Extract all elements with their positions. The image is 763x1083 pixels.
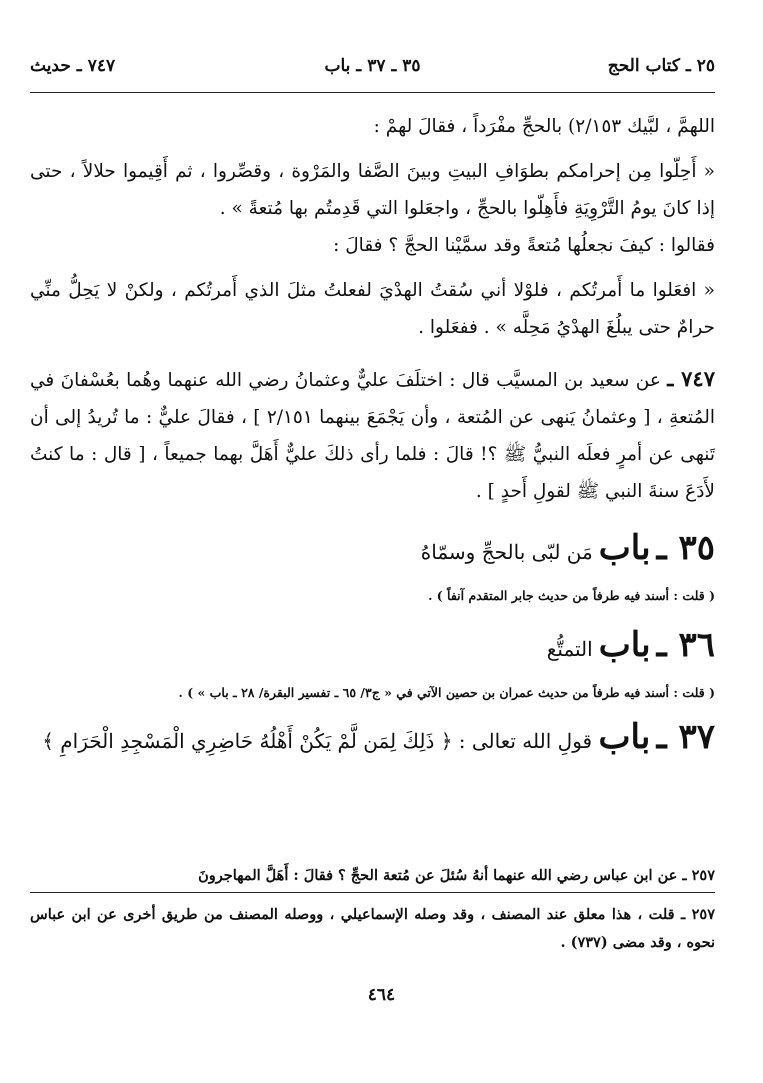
chapter-heading-37 <box>30 714 715 764</box>
chapter-title: التمتُّع <box>546 637 593 661</box>
running-head <box>30 52 715 93</box>
hadith-747 <box>30 360 715 510</box>
hadith-number: ٧٤٧ ـ <box>667 366 715 391</box>
chapter-note: ( قلت : أسند فيه طرفاً من حديث جابر المتقدم آنفاً ) . <box>428 588 715 603</box>
chapter-number: ٣٦ ـ <box>656 625 715 665</box>
running-head-hadith: ٧٤٧ ـ حديث <box>30 56 116 76</box>
chapter-note: ( قلت : أسند فيه طرفاً من حديث عمران بن حصين الآتي في « ج٣/ ٦٥ ـ تفسير البقرة/ ٢٨ ـ باب » ) . <box>178 685 715 700</box>
chapter-bab: باب <box>598 625 651 665</box>
chapter-heading-35 <box>30 528 715 573</box>
chapter-heading-36 <box>30 625 715 670</box>
running-head-chapters: ٣٥ ـ ٣٧ ـ باب <box>324 56 421 76</box>
paragraph: فقالوا : كيفَ نجعلُها مُتعةً وقد سمَّيْنا الحجَّ ؟ فقالَ : <box>333 235 715 256</box>
chapter-title: مَن لبّى بالحجِّ وسمّاهُ <box>420 540 593 564</box>
running-head-book: ٢٥ ـ كتاب الحج <box>607 56 715 76</box>
prophet-quote: « أَحِلّوا مِن إحرامكم بطوَافِ البيتِ وبينَ الصَّفا والمَرْوة ، وقصِّروا ، ثم أَقِيموا حلالاً ، حتى إذا كانَ يومُ التَّرْوِيَةِ فأَهِلّوا بالحجِّ ، واجعَلوا التي قَدِمتُم بها مُتعةً » . <box>30 161 715 219</box>
page-number: ٤٦٤ <box>367 985 396 1005</box>
footnote-hadith: ٢٥٧ ـ عن ابن عباس رضي الله عنهما أنهُ سُئلَ عن مُتعة الحجِّ ؟ فقالَ : أَهَلَّ المهاجرونَ <box>198 867 715 884</box>
footnotes <box>30 862 715 957</box>
footnote-divider <box>30 892 715 893</box>
paragraph: اللهمَّ ، لبَّيك ٢/١٥٣) بالحجِّ مفْرَداً ، فقالَ لهمْ : <box>373 116 715 137</box>
chapter-number: ٣٧ ـ <box>656 717 715 757</box>
chapter-bab: باب <box>598 528 651 568</box>
chapter-number: ٣٥ ـ <box>656 528 715 568</box>
chapter-bab: باب <box>598 717 651 757</box>
footnote-note: ٢٥٧ ـ قلت ، هذا معلق عند المصنف ، وقد وصله الإسماعيلي ، ووصله المصنف من طريق أخرى عن ابن عباس نحوه ، وقد مضى (٧٣٧) . <box>30 906 715 951</box>
main-text <box>30 108 715 764</box>
hadith-text: عن سعيد بن المسيَّب قال : اختلَفَ عليٌّ وعثمانُ رضي الله عنهما وهُما بعُسْفانَ في المُتعةِ ، [ وعثمانُ يَنهى عن المُتعة ، وأن يَجْمَعَ بينهما ٢/١٥١ ] ، فقالَ عليٌّ : ما تُريدُ إلى أن تَنهى عن أمرٍ فعلَه النبيُّ ﷺ ؟! قالَ : فلما رأى ذلكَ عليٌّ أَهَلَّ بهما جميعاً ، [ قال : ما كنتُ لأَدَعَ سنةَ النبي ﷺ لقولِ أَحدٍ ] . <box>30 370 715 502</box>
chapter-title: قولِ الله تعالى : ﴿ ذَلِكَ لِمَن لَّمْ يَكُنْ أَهْلُهُ حَاضِرِي الْمَسْجِدِ الْحَرَامِ ﴾ <box>42 729 593 753</box>
prophet-quote: « افعَلوا ما أَمرتُكم ، فلوْلا أني سُقتُ الهدْيَ لفعلتُ مثلَ الذي أَمرتُكم ، ولكنْ لا يَحِلُّ منِّي حرامٌ حتى يبلُغَ الهدْيُ مَحِلَّه » . ففعَلوا . <box>30 280 715 338</box>
